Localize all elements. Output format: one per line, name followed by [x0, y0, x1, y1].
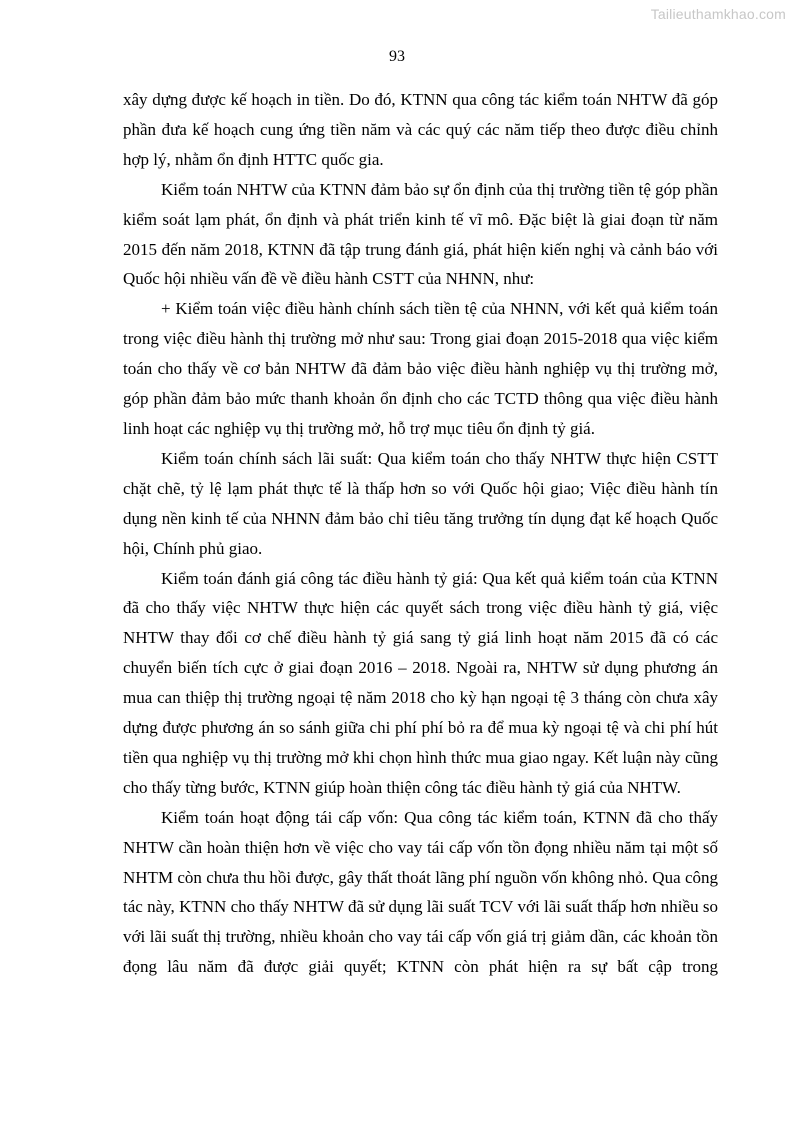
document-body	[123, 85, 718, 982]
page-number: 93	[389, 48, 405, 65]
paragraph-6: Kiểm toán hoạt động tái cấp vốn: Qua công tác kiểm toán, KTNN đã cho thấy NHTW cần hoàn thiện hơn về việc cho vay tái cấp vốn tồn đọng nhiều năm tại một số NHTM còn chưa thu hồi được, gây thất thoát lãng phí nguồn vốn không nhỏ. Qua công tác này, KTNN cho thấy NHTW đã sử dụng lãi suất TCV với lãi suất thấp hơn nhiều so với lãi suất thị trường, nhiều khoản cho vay tái cấp vốn giá trị giảm dần, các khoản tồn đọng lâu năm đã được giải quyết; KTNN còn phát hiện ra sự bất cập trong	[123, 807, 718, 977]
paragraph-5: Kiểm toán đánh giá công tác điều hành tỷ giá: Qua kết quả kiểm toán của KTNN đã cho thấy việc NHTW thực hiện các quyết sách trong việc điều hành tỷ giá, việc NHTW thay đổi cơ chế điều hành tỷ giá sang tỷ giá linh hoạt năm 2015 đã có các chuyển biến tích cực ở giai đoạn 2016 – 2018. Ngoài ra, NHTW sử dụng phương án mua can thiệp thị trường ngoại tệ năm 2018 cho kỳ hạn ngoại tệ 3 tháng còn chưa xây dựng được phương án so sánh giữa chi phí phí bỏ ra để mua kỳ ngoại tệ và chi phí hút tiền qua nghiệp vụ thị trường mở khi chọn hình thức mua giao ngay. Kết luận này cũng cho thấy từng bước, KTNN giúp hoàn thiện công tác điều hành tỷ giá của NHTW.	[123, 568, 718, 797]
watermark: Tailieuthamkhao.com	[650, 6, 786, 22]
paragraph-4: Kiểm toán chính sách lãi suất: Qua kiểm toán cho thấy NHTW thực hiện CSTT chặt chẽ, tỷ lệ lạm phát thực tế là thấp hơn so với Quốc hội giao; Việc điều hành tín dụng nền kinh tế của NHNN đảm bảo chỉ tiêu tăng trưởng tín dụng đạt kế hoạch Quốc hội, Chính phủ giao.	[123, 448, 718, 558]
paragraph-1: xây dựng được kế hoạch in tiền. Do đó, KTNN qua công tác kiểm toán NHTW đã góp phần đưa kế hoạch cung ứng tiền năm và các quý các năm tiếp theo được điều chỉnh hợp lý, nhằm ổn định HTTC quốc gia.	[123, 90, 718, 169]
paragraph-2: Kiểm toán NHTW của KTNN đảm bảo sự ổn định của thị trường tiền tệ góp phần kiểm soát lạm phát, ổn định và phát triển kinh tế vĩ mô. Đặc biệt là giai đoạn từ năm 2015 đến năm 2018, KTNN đã tập trung đánh giá, phát hiện kiến nghị và cảnh báo với Quốc hội nhiều vấn đề về điều hành CSTT của NHNN, như:	[123, 179, 718, 289]
paragraph-3: + Kiểm toán việc điều hành chính sách tiền tệ của NHNN, với kết quả kiểm toán trong việc điều hành thị trường mở như sau: Trong giai đoạn 2015-2018 qua việc kiểm toán cho thấy về cơ bản NHTW đã đảm bảo việc điều hành nghiệp vụ thị trường mở, góp phần đảm bảo mức thanh khoản ổn định cho các TCTD thông qua việc điều hành linh hoạt các nghiệp vụ thị trường mở, hỗ trợ mục tiêu ổn định tỷ giá.	[123, 299, 718, 438]
